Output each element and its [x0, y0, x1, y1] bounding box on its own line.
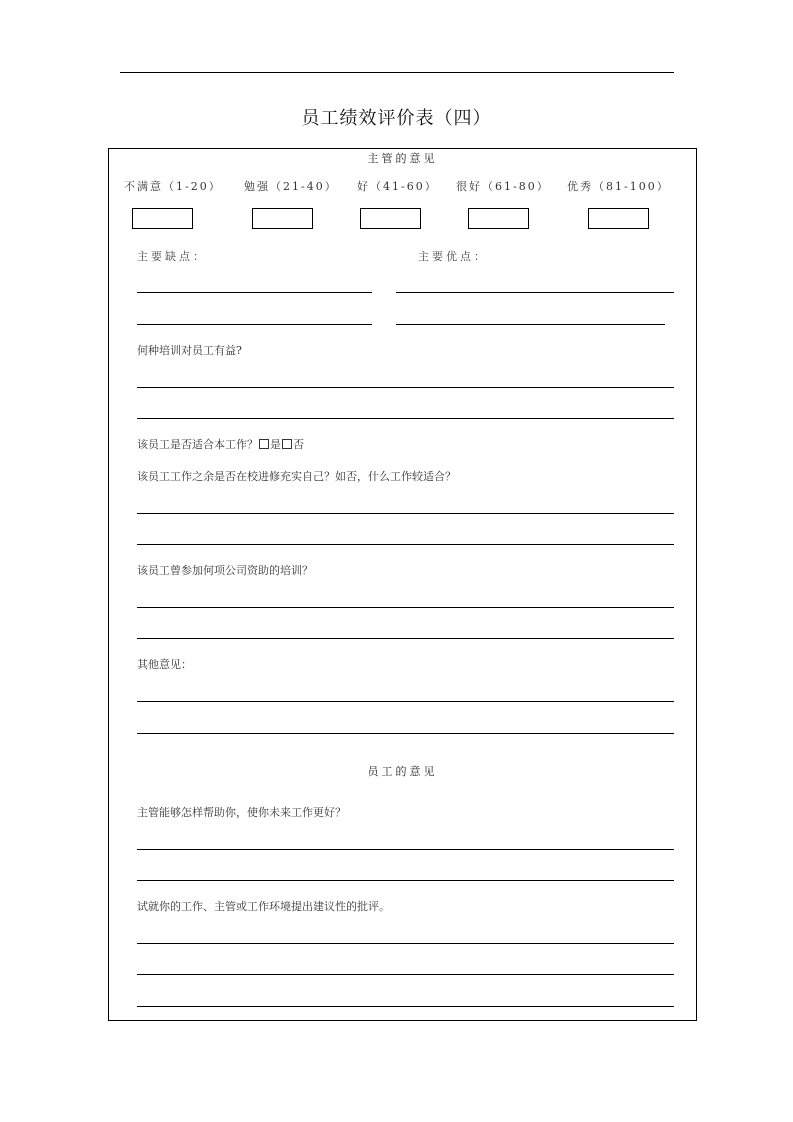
strengths-answer-line[interactable] [396, 292, 674, 293]
employee-section-heading: 员工的意见 [367, 765, 438, 778]
header-rule [120, 72, 674, 73]
company-training-answer-line[interactable] [137, 638, 674, 639]
question-training: 何种培训对员工有益? [137, 344, 242, 357]
question-further-study: 该员工工作之余是否在校进修充实自己？如否，什么工作较适合？ [137, 470, 456, 483]
question-suitable [137, 436, 304, 452]
question-suggestions: 试就你的工作、主管或工作环境提出建议性的批评。 [137, 900, 390, 913]
rating-label-excellent: 优秀（81-100） [567, 180, 670, 193]
suitable-no-label: 否 [293, 438, 304, 451]
question-company-training: 该员工曾参加何项公司资助的培训？ [137, 564, 313, 577]
rating-box-excellent[interactable] [588, 208, 649, 229]
form-frame [108, 148, 697, 1021]
further-study-answer-line[interactable] [137, 513, 674, 514]
further-study-answer-line[interactable] [137, 544, 674, 545]
suitable-no-checkbox[interactable] [282, 439, 292, 449]
rating-box-unsatisfactory[interactable] [132, 208, 193, 229]
question-other-comments: 其他意见： [137, 658, 192, 671]
training-answer-line[interactable] [137, 418, 674, 419]
main-defects-label: 主要缺点： [137, 250, 207, 263]
supervisor-help-answer-line[interactable] [137, 849, 674, 850]
rating-box-barely[interactable] [252, 208, 313, 229]
defects-answer-line[interactable] [137, 292, 372, 293]
company-training-answer-line[interactable] [137, 607, 674, 608]
document-title: 员工绩效评价表（四） [301, 108, 492, 129]
question-suitable-text: 该员工是否适合本工作？ [137, 438, 258, 451]
rating-label-good: 好（41-60） [357, 180, 438, 193]
supervisor-section-heading: 主管的意见 [367, 152, 438, 165]
strengths-answer-line[interactable] [396, 324, 665, 325]
training-answer-line[interactable] [137, 387, 674, 388]
rating-label-unsatisfactory: 不满意（1-20） [124, 180, 222, 193]
rating-label-barely: 勉强（21-40） [244, 180, 338, 193]
other-comments-answer-line[interactable] [137, 701, 674, 702]
rating-box-very-good[interactable] [468, 208, 529, 229]
question-supervisor-help: 主管能够怎样帮助你，使你未来工作更好？ [137, 806, 346, 819]
rating-label-very-good: 很好（61-80） [456, 180, 550, 193]
defects-answer-line[interactable] [137, 324, 372, 325]
suitable-yes-checkbox[interactable] [259, 439, 269, 449]
supervisor-help-answer-line[interactable] [137, 880, 674, 881]
suggestions-answer-line[interactable] [137, 974, 674, 975]
other-comments-answer-line[interactable] [137, 733, 674, 734]
suggestions-answer-line[interactable] [137, 1006, 674, 1007]
suggestions-answer-line[interactable] [137, 943, 674, 944]
suitable-yes-label: 是 [270, 438, 281, 451]
rating-box-good[interactable] [360, 208, 421, 229]
main-strengths-label: 主要优点： [418, 250, 488, 263]
